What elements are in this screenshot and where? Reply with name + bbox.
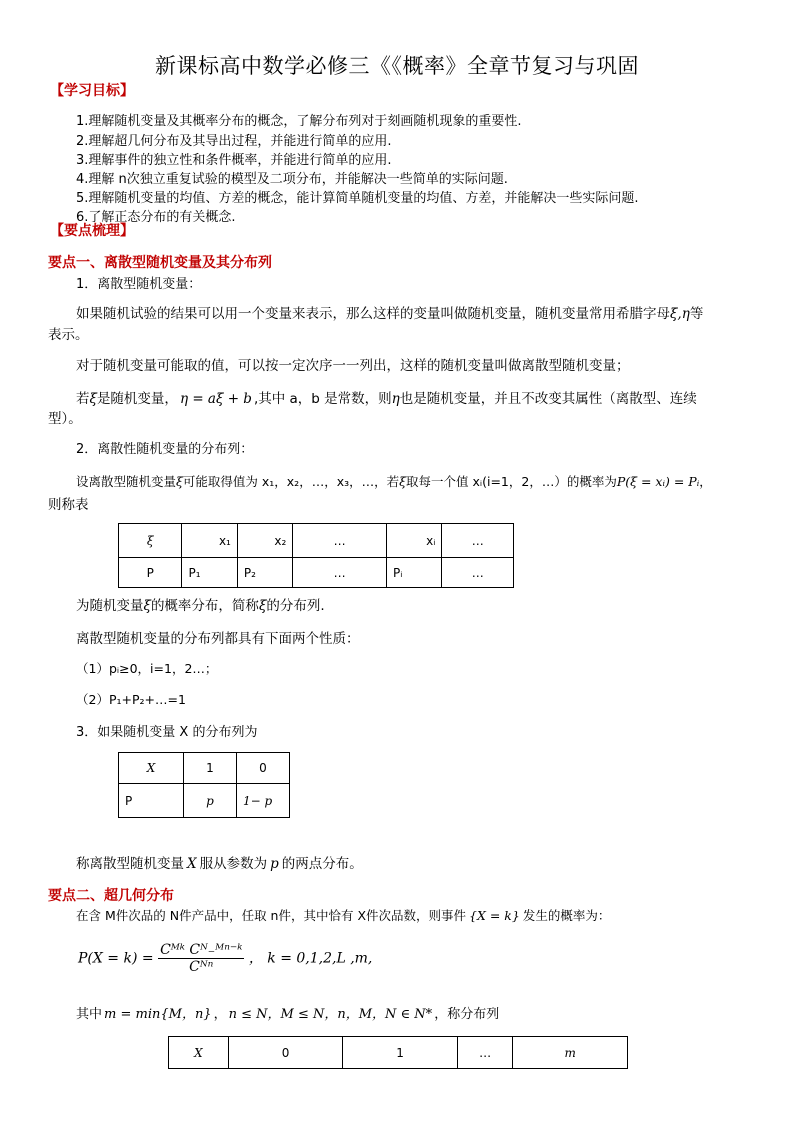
goal-item: 2.理解超几何分布及其导出过程，并能进行简单的应用. xyxy=(76,134,392,149)
paragraph-discrete-definition: 对于随机变量可能取的值，可以按一定次序一一列出，这样的随机变量叫做离散型随机变量； xyxy=(76,358,630,374)
goal-item: 6.了解正态分布的有关概念. xyxy=(76,210,236,225)
paragraph-constraints: 其中 m = min{M，n} ， n ≤ N，M ≤ N，n，M，N ∈ N* ，称分布列 xyxy=(76,1007,500,1022)
learning-goals-tag: 【学习目标】 xyxy=(50,83,134,99)
table-cell: P₂ xyxy=(237,558,292,588)
table-cell: X xyxy=(119,753,184,784)
table-cell: p xyxy=(184,784,237,818)
paragraph-table-caption: 为随机变量ξ的概率分布，简称ξ的分布列. xyxy=(76,598,325,614)
goal-item: 3.理解事件的独立性和条件概率，并能进行简单的应用. xyxy=(76,153,392,168)
paragraph-random-variable: 如果随机试验的结果可以用一个变量来表示，那么这样的变量叫做随机变量，随机变量常用希腊字母ξ,η等 xyxy=(76,306,704,322)
paragraph-hypergeometric: 在含 M件次品的 N件产品中，任取 n件，其中恰有 X件次品数，则事件 {X = k} 发生的概率为： xyxy=(76,908,611,923)
table-cell: 0 xyxy=(237,753,290,784)
table-cell: X xyxy=(169,1037,229,1069)
table-cell: 0 xyxy=(228,1037,342,1069)
paragraph-continuation: 则称表 xyxy=(48,497,89,513)
subheading-1: 1．离散型随机变量： xyxy=(76,277,202,292)
distribution-table xyxy=(118,523,514,588)
subheading-2: 2．离散性随机变量的分布列： xyxy=(76,442,254,457)
table-cell: x₂ xyxy=(237,524,292,558)
table-cell: Pᵢ xyxy=(386,558,441,588)
goal-item: 4.理解 n次独立重复试验的模型及二项分布，并能解决一些简单的实际问题. xyxy=(76,172,508,187)
table-cell: P xyxy=(119,558,182,588)
table-cell: … xyxy=(457,1037,513,1069)
table-cell: m xyxy=(513,1037,628,1069)
key-points-tag: 【要点梳理】 xyxy=(50,223,134,239)
table-cell: xᵢ xyxy=(386,524,441,558)
paragraph-continuation: 表示。 xyxy=(48,327,89,343)
paragraph-linear-transform: 若ξ是随机变量， η = aξ + b ,其中 a，b 是常数，则η也是随机变量，并且不改变其属性（离散型、连续 xyxy=(76,391,697,407)
subheading-3: 3．如果随机变量 X 的分布列为 xyxy=(76,725,258,740)
paragraph-properties: 离散型随机变量的分布列都具有下面两个性质： xyxy=(76,631,360,647)
table-cell: P xyxy=(119,784,184,818)
paragraph-distribution-def: 设离散型随机变量ξ可能取得值为 x₁，x₂，…，x₃，…，若ξ取每一个值 xᵢ(i=1，2，…）的概率为P(ξ = xᵢ) = Pᵢ， xyxy=(76,474,712,489)
table-cell: 1− p xyxy=(237,784,290,818)
table-cell: … xyxy=(293,558,387,588)
table-cell: … xyxy=(442,524,514,558)
table-cell: … xyxy=(293,524,387,558)
property-2: （2）P₁+P₂+…=1 xyxy=(76,692,186,707)
section1-heading: 要点一、离散型随机变量及其分布列 xyxy=(48,255,272,271)
property-1: （1）pᵢ≥0，i=1，2…； xyxy=(76,661,218,676)
table-cell: … xyxy=(442,558,514,588)
goal-item: 1.理解随机变量及其概率分布的概念，了解分布列对于刻画随机现象的重要性. xyxy=(76,114,522,129)
table-cell: P₁ xyxy=(182,558,237,588)
table-cell: x₁ xyxy=(182,524,237,558)
table-cell: ξ xyxy=(119,524,182,558)
hypergeometric-formula: P(X = k) = $\frac{\text{Cᴹᵏ Cᴺ₋ᴹⁿ⁻ᵏ}}{\text{Cᴺⁿ}}$ ， k = 0,1,2,L ,m, xyxy=(78,942,373,975)
page-title: 新课标高中数学必修三《《概率》全章节复习与巩固 xyxy=(155,54,639,78)
section2-heading: 要点二、超几何分布 xyxy=(48,888,174,904)
paragraph-continuation: 型）。 xyxy=(48,411,82,427)
hypergeometric-table xyxy=(168,1036,628,1069)
paragraph-two-point: 称离散型随机变量 X 服从参数为 p 的两点分布。 xyxy=(76,856,363,872)
two-point-table xyxy=(118,752,290,818)
table-cell: 1 xyxy=(343,1037,457,1069)
table-cell: 1 xyxy=(184,753,237,784)
goal-item: 5.理解随机变量的均值、方差的概念，能计算简单随机变量的均值、方差，并能解决一些实际问题. xyxy=(76,191,639,206)
